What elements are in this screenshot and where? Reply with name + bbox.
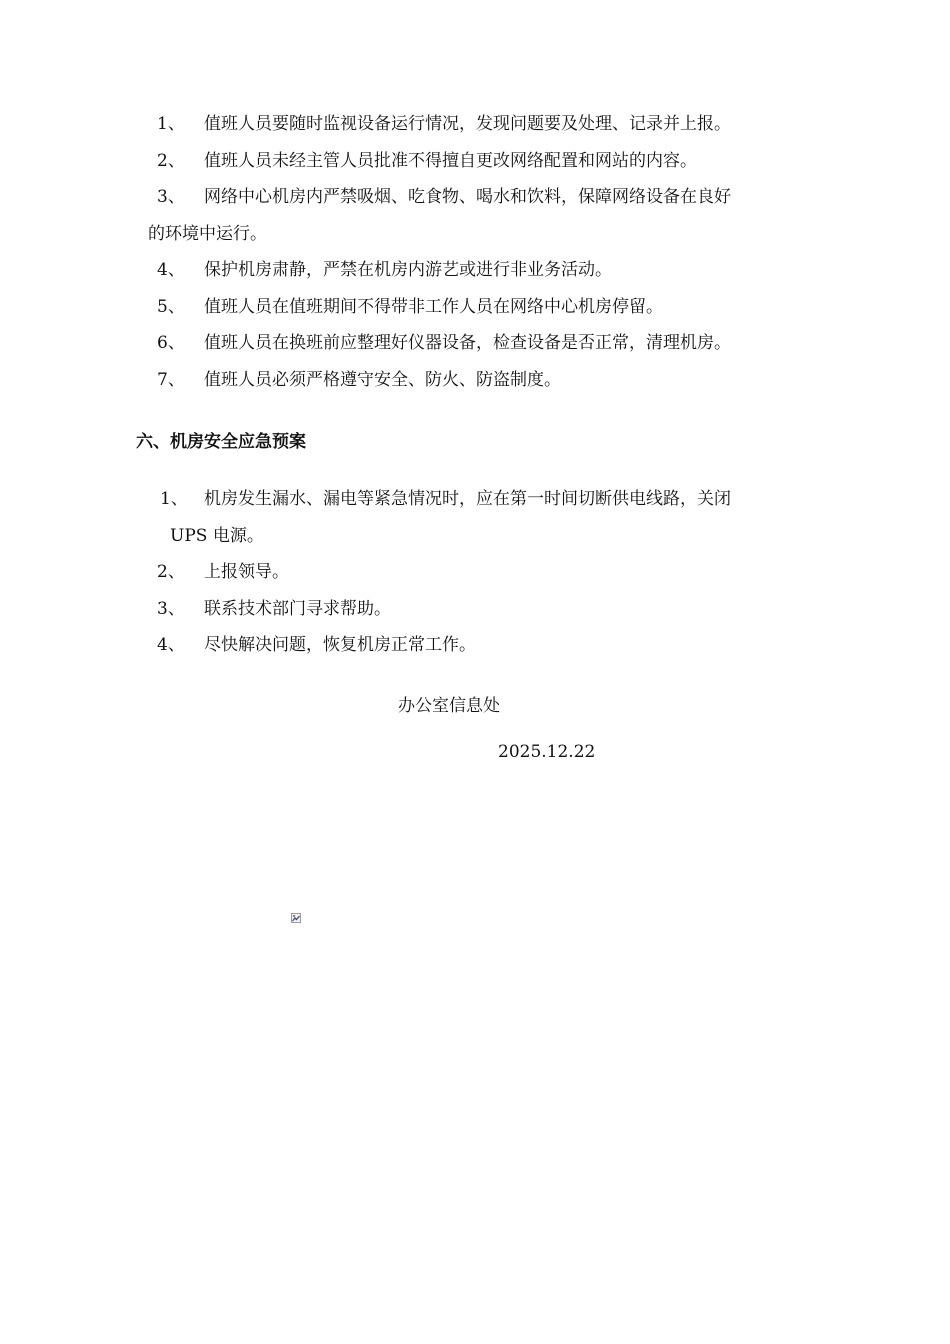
rule-item-2 [0, 143, 950, 180]
emergency-text-continuation: UPS 电源。 [170, 525, 264, 546]
emergency-number: 4、 [157, 635, 185, 655]
emergency-text: 机房发生漏水、漏电等紧急情况时，应在第一时间切断供电线路，关闭 [204, 489, 731, 509]
rule-number: 1、 [157, 114, 185, 134]
rule-number: 4、 [157, 260, 185, 280]
duty-rules-list [0, 106, 950, 398]
rule-text: 值班人员在换班前应整理好仪器设备，检查设备是否正常，清理机房。 [204, 333, 731, 353]
rule-number: 7、 [157, 369, 185, 390]
rule-item-3 [0, 179, 950, 252]
rule-item-6 [0, 325, 950, 362]
rule-number: 2、 [157, 150, 185, 171]
rule-item-5 [0, 289, 950, 326]
emergency-item-3 [0, 591, 950, 628]
section-heading: 六、机房安全应急预案 [136, 432, 306, 452]
emergency-number: 1、 [160, 489, 188, 509]
emergency-text: 尽快解决问题，恢复机房正常工作。 [204, 635, 476, 655]
broken-image-icon [291, 913, 301, 923]
rule-text-continuation: 的环境中运行。 [148, 223, 267, 244]
rule-number: 5、 [157, 296, 185, 317]
rule-text: 保护机房肃静，严禁在机房内游艺或进行非业务活动。 [204, 260, 612, 280]
rule-number: 3、 [157, 187, 185, 207]
emergency-item-1 [0, 481, 950, 554]
signature-date: 2025.12.22 [498, 742, 596, 762]
emergency-text: 联系技术部门寻求帮助。 [204, 598, 391, 619]
emergency-item-4 [0, 627, 950, 664]
rule-number: 6、 [157, 333, 185, 353]
emergency-number: 3、 [157, 598, 185, 619]
signature-office: 办公室信息处 [398, 696, 500, 716]
rule-item-4 [0, 252, 950, 289]
emergency-plan-list [0, 481, 950, 664]
rule-text: 值班人员未经主管人员批准不得擅自更改网络配置和网站的内容。 [204, 150, 697, 171]
emergency-number: 2、 [157, 562, 185, 582]
rule-text: 值班人员在值班期间不得带非工作人员在网络中心机房停留。 [204, 296, 663, 317]
emergency-item-2 [0, 554, 950, 591]
rule-item-7 [0, 362, 950, 399]
rule-text: 网络中心机房内严禁吸烟、吃食物、喝水和饮料，保障网络设备在良好 [204, 187, 731, 207]
rule-text: 值班人员必须严格遵守安全、防火、防盗制度。 [204, 369, 561, 390]
rule-item-1 [0, 106, 950, 143]
rule-text: 值班人员要随时监视设备运行情况，发现问题要及处理、记录并上报。 [204, 114, 731, 134]
emergency-text: 上报领导。 [204, 562, 289, 582]
